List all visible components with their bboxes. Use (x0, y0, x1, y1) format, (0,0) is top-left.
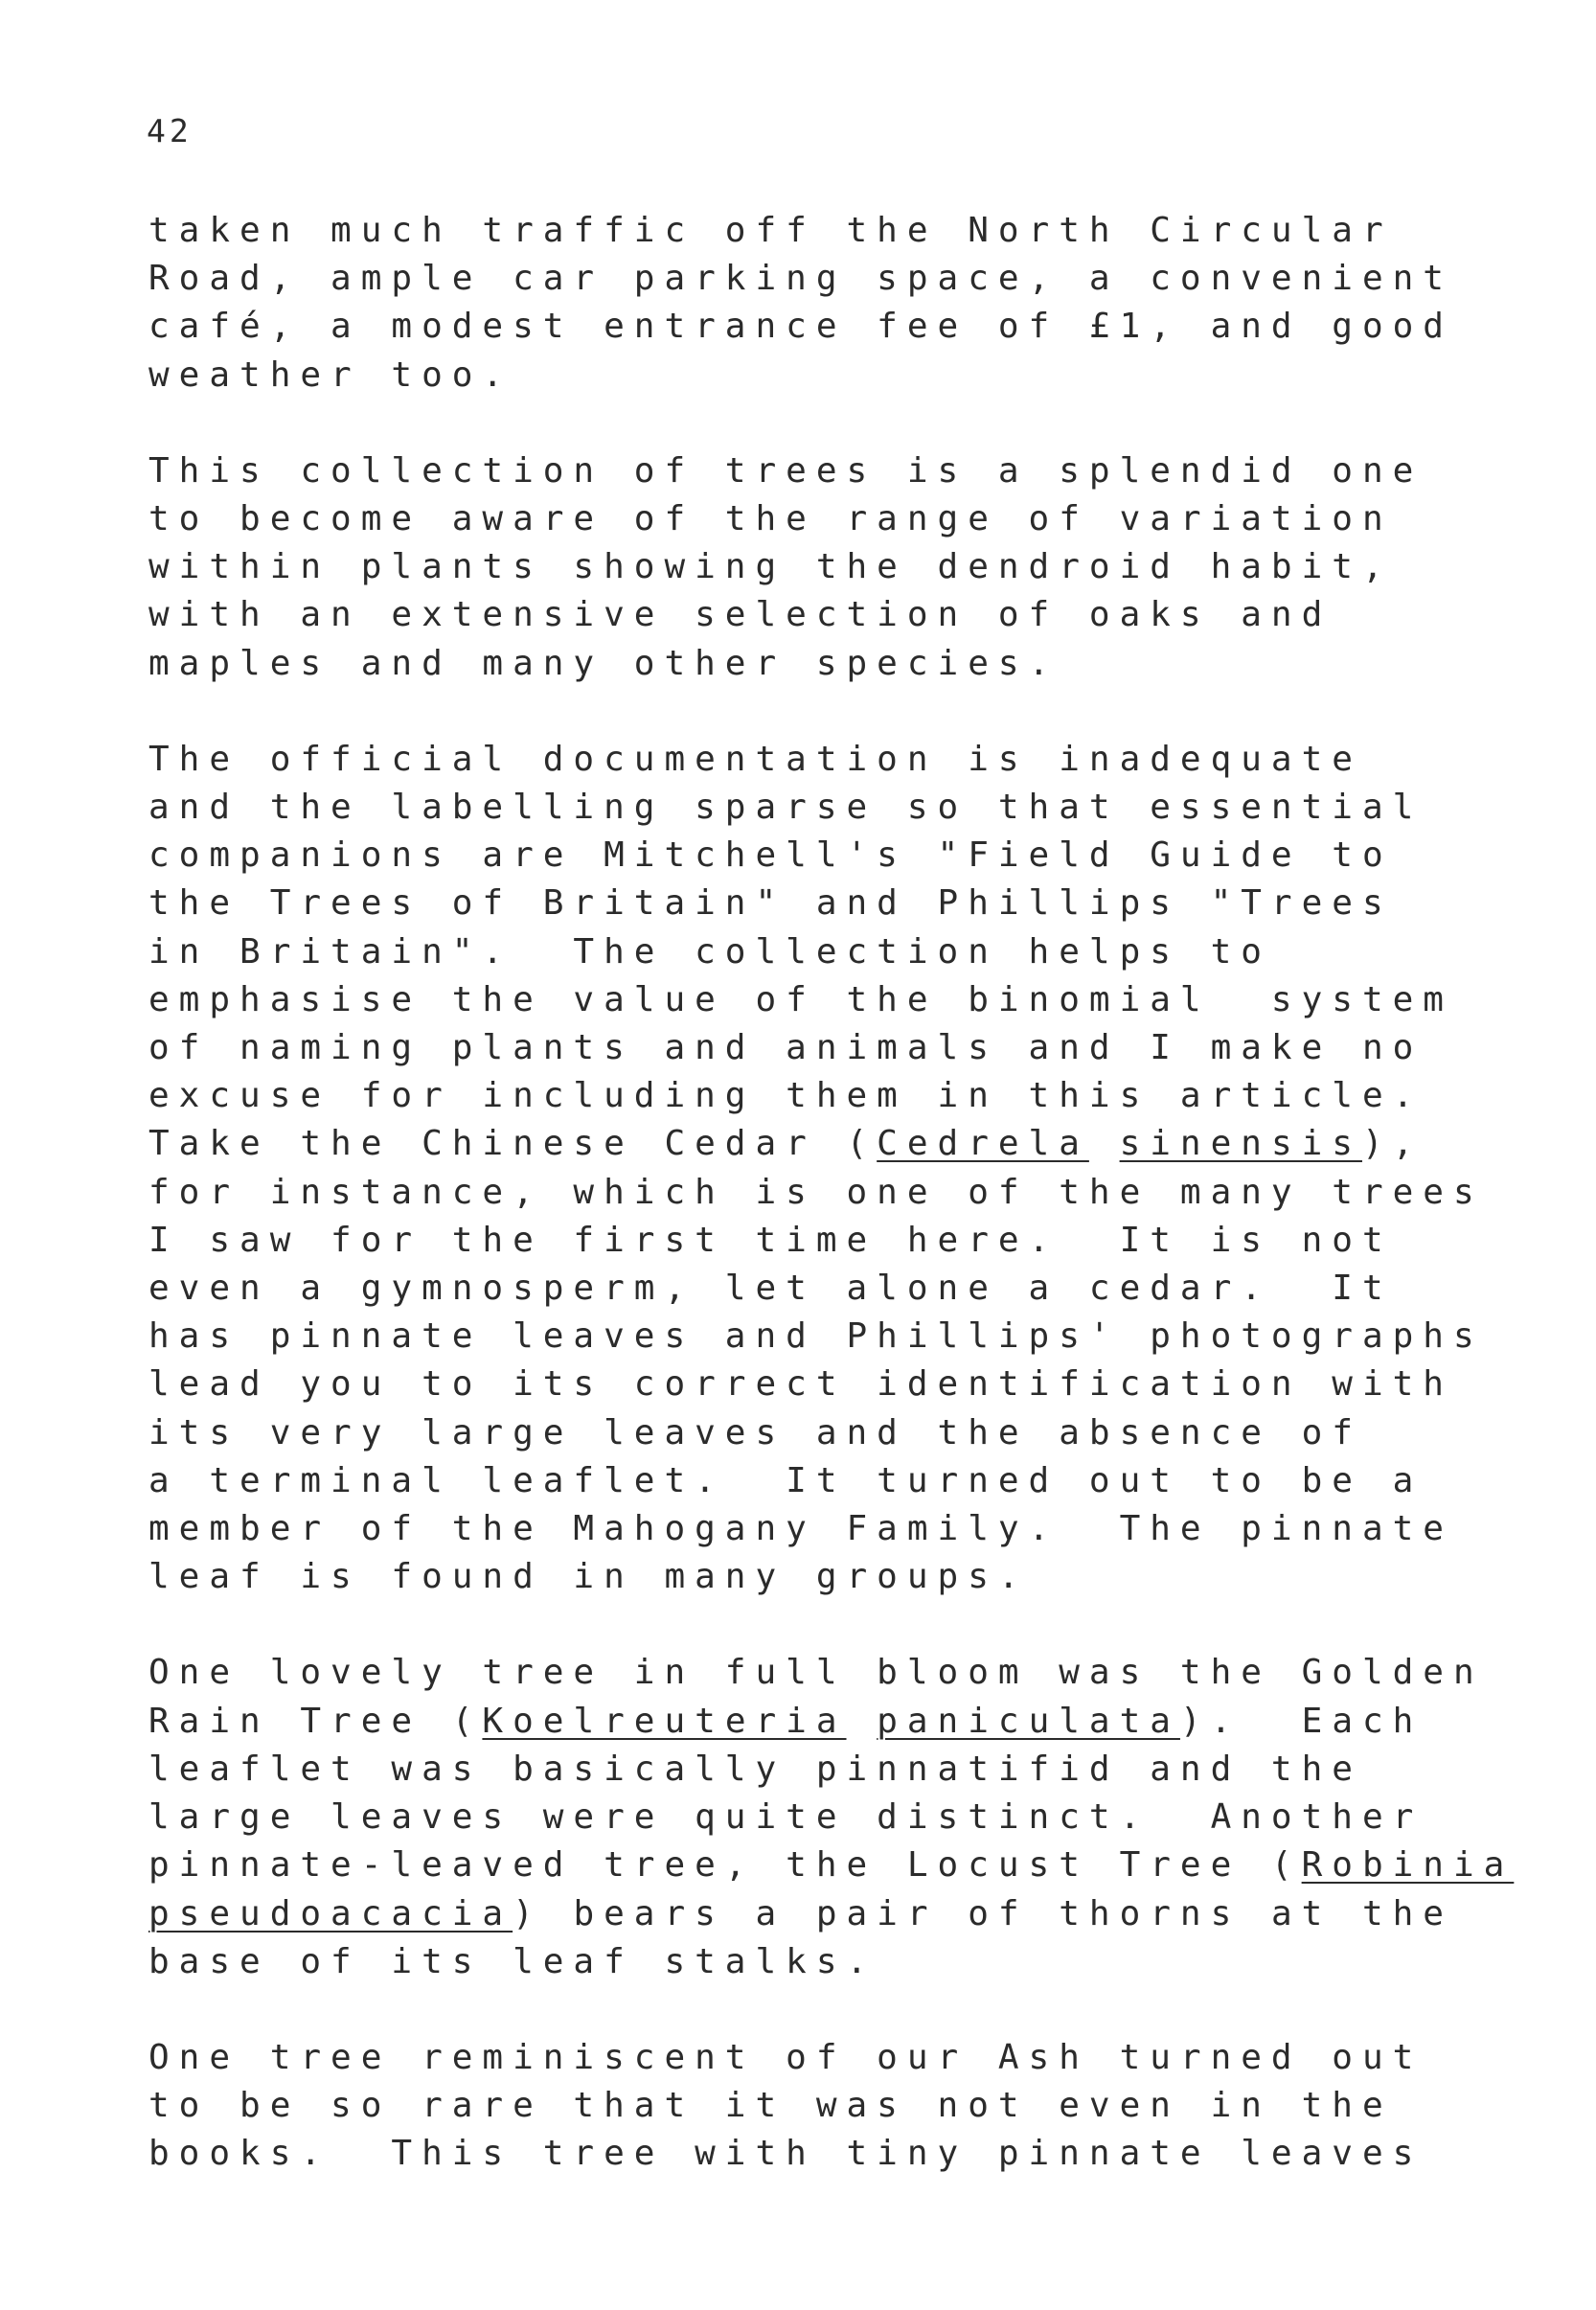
paragraph (148, 207, 1451, 400)
text-segment: ), (1361, 1124, 1424, 1164)
text-segment: One lovely tree in full bloom was the Golden (148, 1653, 1484, 1693)
text-segment: maples and many other species. (148, 643, 1060, 683)
text-line (148, 2082, 1451, 2130)
text-line (148, 1841, 1515, 1889)
text-line (148, 1890, 1451, 1938)
text-line (148, 928, 1451, 976)
text-line (148, 1024, 1451, 1072)
text-segment: in Britain". The collection helps to (148, 931, 1271, 972)
page-number: 42 (147, 112, 193, 149)
text-line (148, 1553, 1451, 1601)
text-line (148, 832, 1451, 880)
text-line (148, 736, 1451, 784)
text-line (148, 976, 1451, 1024)
text-segment: lead you to its correct identification with (148, 1364, 1453, 1405)
text-line (148, 1457, 1451, 1505)
text-line (148, 640, 1451, 688)
text-line (148, 1169, 1484, 1217)
text-line (148, 1072, 1451, 1120)
text-segment: member of the Mahogany Family. The pinnate (148, 1509, 1453, 1549)
text-line (148, 543, 1451, 591)
text-segment: even a gymnosperm, let alone a cedar. It (148, 1269, 1393, 1309)
paragraph (148, 2034, 1451, 2179)
text-segment: leaf is found in many groups. (148, 1557, 1029, 1597)
text-segment: and the labelling sparse so that essential (148, 788, 1424, 828)
underlined-species-name: pseudoacacia (148, 1893, 513, 1933)
page-body (148, 207, 1515, 2227)
paragraph (148, 1649, 1515, 1985)
text-segment: ) bears a pair of thorns at the (513, 1893, 1453, 1933)
text-segment: Road, ample car parking space, a convenient (148, 259, 1453, 299)
text-segment: companions are Mitchell's "Field Guide to (148, 835, 1393, 876)
text-line (148, 2130, 1451, 2178)
text-segment: One tree reminiscent of our Ash turned out (148, 2037, 1424, 2077)
text-segment: base of its leaf stalks. (148, 1941, 878, 1981)
text-line (148, 1409, 1451, 1457)
text-segment: a terminal leaflet. It turned out to be a (148, 1460, 1424, 1500)
text-segment: within plants showing the dendroid habit, (148, 547, 1393, 587)
underlined-species-name: Robinia (1301, 1845, 1515, 1886)
text-segment: for instance, which is one of the many trees (148, 1172, 1484, 1212)
text-line (148, 495, 1451, 543)
text-segment: café, a modest entrance fee of £1, and good (148, 307, 1453, 347)
text-segment: to become aware of the range of variation (148, 499, 1393, 539)
text-line (148, 1265, 1451, 1313)
text-segment: leaflet was basically pinnatifid and the (148, 1749, 1362, 1789)
text-line (148, 2034, 1451, 2082)
text-segment: This collection of trees is a splendid one (148, 450, 1424, 491)
text-line (148, 880, 1451, 927)
text-line (148, 1361, 1451, 1408)
text-segment: ). Each (1179, 1701, 1424, 1741)
text-line (148, 352, 1451, 400)
text-segment: with an extensive selection of oaks and (148, 595, 1333, 635)
text-segment: Take the Chinese Cedar ( (148, 1124, 878, 1164)
text-line (148, 255, 1451, 303)
text-segment: pinnate-leaved tree, the Locust Tree ( (148, 1845, 1302, 1886)
text-segment: weather too. (148, 355, 513, 395)
underlined-species-name: sinensis (1119, 1124, 1362, 1164)
text-line (148, 1649, 1484, 1697)
text-segment: large leaves were quite distinct. Another (148, 1797, 1424, 1838)
text-line (148, 591, 1451, 639)
underlined-species-name: Cedrela (877, 1124, 1089, 1164)
text-line (148, 1505, 1451, 1553)
text-segment: I saw for the first time here. It is not (148, 1220, 1393, 1260)
text-segment: the Trees of Britain" and Phillips "Trees (148, 883, 1393, 924)
text-segment: emphasise the value of the binomial system (148, 979, 1453, 1019)
text-segment: to be so rare that it was not even in the (148, 2086, 1393, 2126)
text-segment (1089, 1124, 1120, 1163)
text-segment (847, 1702, 878, 1741)
underlined-species-name: Koelreuteria (482, 1701, 847, 1741)
text-segment: excuse for including them in this article. (148, 1076, 1424, 1116)
text-line (148, 303, 1451, 351)
text-segment: of naming plants and animals and I make no (148, 1028, 1424, 1068)
text-line (148, 1120, 1451, 1168)
text-segment: taken much traffic off the North Circular (148, 211, 1393, 250)
text-line (148, 1938, 1451, 1986)
text-line (148, 1313, 1484, 1361)
text-line (148, 1698, 1451, 1746)
text-segment: The official documentation is inadequate (148, 739, 1362, 779)
text-segment: its very large leaves and the absence of (148, 1412, 1362, 1452)
paragraph (148, 736, 1484, 1602)
text-segment: Rain Tree ( (148, 1701, 483, 1741)
text-line (148, 784, 1451, 832)
text-segment: books. This tree with tiny pinnate leaves (148, 2134, 1424, 2174)
text-line (148, 207, 1451, 255)
text-line (148, 447, 1451, 495)
text-line (148, 1746, 1451, 1794)
paragraph (148, 447, 1451, 688)
text-segment: has pinnate leaves and Phillips' photographs (148, 1316, 1484, 1357)
underlined-species-name: paniculata (877, 1701, 1180, 1741)
text-line (148, 1794, 1451, 1841)
text-line (148, 1217, 1451, 1265)
